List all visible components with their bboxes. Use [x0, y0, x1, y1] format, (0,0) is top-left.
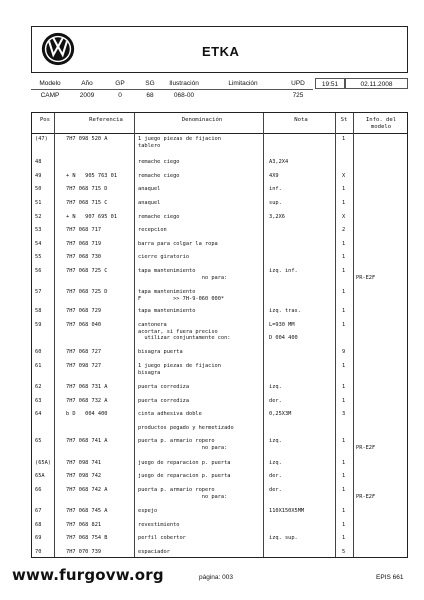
- cell-denominacion: tapa mantenimiento F >> 7H-9-060 000*: [138, 289, 225, 302]
- cell-nota: izq.: [269, 438, 282, 444]
- cell-referencia: 7H7 068 717: [66, 227, 102, 233]
- volkswagen-logo: [41, 32, 75, 66]
- cell-nota: izq. tras.: [269, 308, 301, 314]
- cell-denominacion: juego de reparacion p. puerta: [138, 473, 231, 479]
- cell-st: 1: [342, 289, 346, 295]
- cell-denominacion: tapa mantenimiento: [138, 308, 196, 314]
- cell-nota: 110X150X5MM: [269, 508, 305, 514]
- cell-referencia: 7H7 068 731 A: [66, 384, 108, 390]
- cell-nota: der.: [269, 473, 282, 479]
- cell-st: 1: [342, 384, 346, 390]
- cell-pos: 62: [35, 384, 42, 390]
- value-upd: 725: [283, 89, 313, 100]
- label-sg: SG: [145, 80, 155, 87]
- cell-pos: 59: [35, 322, 42, 328]
- cell-referencia: 7H7 068 742 A: [66, 487, 108, 493]
- cell-nota: izq. inf.: [269, 268, 298, 274]
- cell-nota: sup.: [269, 200, 282, 206]
- cell-nota: A3,2X4: [269, 159, 289, 165]
- cell-referencia: 7H7 098 742: [66, 473, 102, 479]
- cell-denominacion: bisagra puerta: [138, 349, 183, 355]
- cell-pos: 69: [35, 535, 42, 541]
- cell-pos: 50: [35, 186, 42, 192]
- value-ilustracion: 068-00: [165, 89, 203, 100]
- cell-st: 1: [342, 522, 346, 528]
- cell-st: 1: [342, 398, 346, 404]
- cell-denominacion: revestimiento: [138, 522, 180, 528]
- cell-pos: (65A): [35, 460, 51, 466]
- header-box: [31, 26, 408, 73]
- cell-pos: 54: [35, 241, 42, 247]
- cell-referencia: 7H7 068 715 C: [66, 200, 108, 206]
- cell-referencia: + N 905 763 01: [66, 173, 118, 179]
- cell-info: PR-E2F: [356, 274, 376, 281]
- cell-pos: 63: [35, 398, 42, 404]
- cell-denominacion: productos pegado y hermetizado: [138, 425, 234, 431]
- col-divider: [54, 113, 55, 557]
- label-limitacion: Limitación: [228, 80, 258, 87]
- page-number: página: 003: [199, 574, 233, 581]
- header-divider: [32, 133, 407, 134]
- cell-pos: 68: [35, 522, 42, 528]
- date: 02.11.2008: [345, 78, 408, 89]
- cell-denominacion: espaciador: [138, 549, 170, 555]
- cell-st: 1: [342, 136, 346, 142]
- cell-st: 1: [342, 363, 346, 369]
- cell-denominacion: 1 juego piezas de fijacion tablero: [138, 136, 221, 149]
- cell-st: 9: [342, 349, 346, 355]
- cell-referencia: 7H7 068 821: [66, 522, 102, 528]
- cell-pos: 58: [35, 308, 42, 314]
- cell-referencia: 7H7 068 730: [66, 254, 102, 260]
- cell-referencia: 7H7 068 741 A: [66, 438, 108, 444]
- cell-denominacion: tapa mantenimiento no para:: [138, 268, 228, 281]
- col-divider: [134, 113, 135, 557]
- cell-nota: inf.: [269, 186, 282, 192]
- cell-denominacion: espejo: [138, 508, 158, 514]
- cell-nota: der.: [269, 398, 282, 404]
- cell-referencia: 7H7 068 725 D: [66, 289, 108, 295]
- cell-referencia: 7H7 098 727: [66, 363, 102, 369]
- cell-pos: 53: [35, 227, 42, 233]
- cell-denominacion: anaquel: [138, 186, 161, 192]
- label-modelo: Modelo: [39, 80, 61, 87]
- cell-referencia: 7H7 068 732 A: [66, 398, 108, 404]
- cell-pos: 49: [35, 173, 42, 179]
- cell-st: 2: [342, 227, 346, 233]
- cell-pos: 70: [35, 549, 42, 555]
- cell-denominacion: perfil cobertor: [138, 535, 186, 541]
- value-sg: 68: [135, 89, 165, 100]
- cell-pos: 48: [35, 159, 42, 165]
- cell-denominacion: remache ciego: [138, 214, 180, 220]
- parts-table: [31, 112, 408, 558]
- label-ano: Año: [81, 80, 93, 87]
- cell-referencia: 7H7 068 719: [66, 241, 102, 247]
- cell-nota: 4X9: [269, 173, 279, 179]
- cell-denominacion: remache ciego: [138, 159, 180, 165]
- cell-pos: (47): [35, 136, 48, 142]
- label-gp: GP: [115, 80, 125, 87]
- cell-st: 1: [342, 200, 346, 206]
- cell-info: PR-E2F: [356, 493, 376, 500]
- cell-st: 1: [342, 535, 346, 541]
- cell-st: 1: [342, 438, 346, 444]
- cell-st: 1: [342, 241, 346, 247]
- cell-st: 1: [342, 308, 346, 314]
- cell-denominacion: puerta p. armario ropero no para:: [138, 438, 228, 451]
- header-denominacion: Denominación: [181, 117, 223, 123]
- cell-referencia: 7H7 068 745 A: [66, 508, 108, 514]
- cell-denominacion: recepcion: [138, 227, 167, 233]
- cell-denominacion: cantonera acortar, si fuera preciso utilizar conjuntamente con:: [138, 322, 231, 341]
- cell-nota: 3,2X6: [269, 214, 285, 220]
- cell-denominacion: anaquel: [138, 200, 161, 206]
- info-bar: [31, 78, 408, 102]
- cell-referencia: 7H7 068 715 D: [66, 186, 108, 192]
- cell-denominacion: 1 juego piezas de fijacion bisagra: [138, 363, 221, 376]
- cell-st: 5: [342, 549, 346, 555]
- cell-nota: izq.: [269, 384, 282, 390]
- cell-st: 1: [342, 460, 346, 466]
- cell-pos: 55: [35, 254, 42, 260]
- value-limitacion: [203, 89, 283, 100]
- cell-pos: 51: [35, 200, 42, 206]
- cell-pos: 66: [35, 487, 42, 493]
- epis-code: EPIS 661: [376, 574, 404, 581]
- header-referencia: Referencia: [89, 117, 123, 123]
- cell-referencia: 7H7 098 741: [66, 460, 102, 466]
- cell-referencia: 7H7 070 739: [66, 549, 102, 555]
- cell-nota: izq.: [269, 460, 282, 466]
- app-title: ETKA: [202, 44, 240, 59]
- cell-denominacion: juego de reparacion p. puerta: [138, 460, 231, 466]
- cell-referencia: 7H7 098 520 A: [66, 136, 108, 142]
- value-gp: 0: [105, 89, 135, 100]
- cell-referencia: 7H7 068 725 C: [66, 268, 108, 274]
- cell-referencia: 7H7 068 754 B: [66, 535, 108, 541]
- cell-referencia: + N 907 695 01: [66, 214, 118, 220]
- cell-info: PR-E2F: [356, 444, 376, 451]
- col-divider: [335, 113, 336, 557]
- header-nota: Nota: [294, 117, 308, 123]
- value-ano: 2009: [69, 89, 105, 100]
- cell-st: 1: [342, 254, 346, 260]
- header-st: St: [340, 117, 348, 123]
- cell-referencia: b D 004 400: [66, 411, 108, 417]
- col-divider: [353, 113, 354, 557]
- value-modelo: CAMP: [31, 89, 69, 100]
- cell-pos: 56: [35, 268, 42, 274]
- cell-denominacion: barra para colgar la ropa: [138, 241, 218, 247]
- cell-st: 1: [342, 322, 346, 328]
- cell-nota: L=930 MM D 004 400: [269, 322, 298, 341]
- header-info: Info. del modelo: [365, 117, 397, 130]
- cell-st: 1: [342, 186, 346, 192]
- col-divider: [263, 113, 264, 557]
- cell-pos: 65: [35, 438, 42, 444]
- cell-st: X: [342, 214, 346, 220]
- cell-denominacion: remache ciego: [138, 173, 180, 179]
- cell-pos: 61: [35, 363, 42, 369]
- cell-denominacion: cierre giratorio: [138, 254, 190, 260]
- cell-st: 1: [342, 473, 346, 479]
- header-pos: Pos: [39, 117, 51, 123]
- watermark: www.furgovw.org: [12, 566, 164, 584]
- cell-st: 1: [342, 268, 346, 274]
- cell-referencia: 7H7 068 729: [66, 308, 102, 314]
- cell-pos: 67: [35, 508, 42, 514]
- cell-st: 3: [342, 411, 346, 417]
- cell-nota: 0,25X3M: [269, 411, 292, 417]
- cell-nota: izq. sup.: [269, 535, 298, 541]
- cell-denominacion: puerta corrediza: [138, 384, 190, 390]
- cell-pos: 57: [35, 289, 42, 295]
- cell-denominacion: puerta p. armario ropero no para:: [138, 487, 228, 500]
- cell-denominacion: cinta adhesiva doble: [138, 411, 202, 417]
- cell-referencia: 7H7 068 727: [66, 349, 102, 355]
- cell-nota: der.: [269, 487, 282, 493]
- cell-referencia: 7H7 068 040: [66, 322, 102, 328]
- label-upd: UPD: [291, 80, 305, 87]
- cell-st: 1: [342, 508, 346, 514]
- cell-denominacion: puerta corrediza: [138, 398, 190, 404]
- cell-pos: 65A: [35, 473, 45, 479]
- cell-pos: 60: [35, 349, 42, 355]
- label-ilustracion: Ilustración: [169, 80, 199, 87]
- time: 19:51: [315, 78, 345, 89]
- cell-pos: 64: [35, 411, 42, 417]
- cell-pos: 52: [35, 214, 42, 220]
- cell-st: 1: [342, 487, 346, 493]
- cell-st: X: [342, 173, 346, 179]
